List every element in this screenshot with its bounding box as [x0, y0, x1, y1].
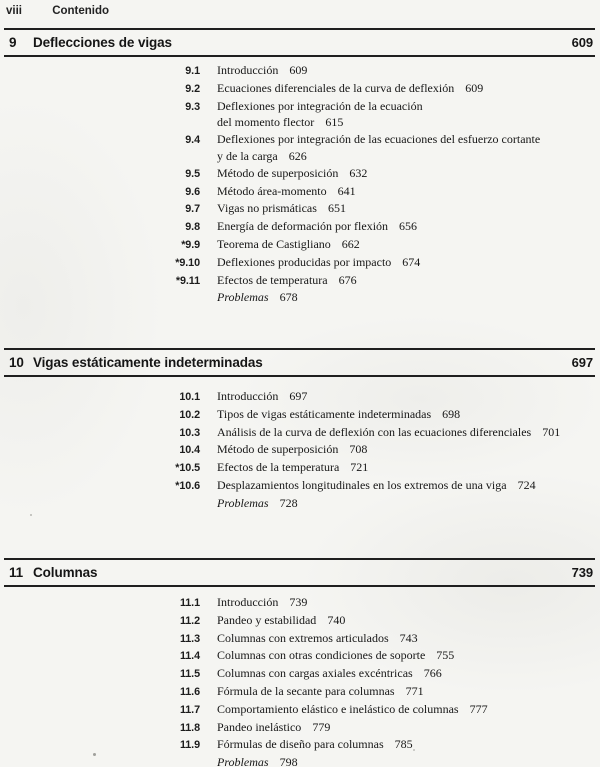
scan-speck — [413, 749, 415, 751]
section-number: 11.9 — [179, 739, 200, 752]
section-body — [217, 665, 600, 682]
section-number: 9.4 — [185, 134, 200, 147]
section-title-line — [217, 441, 600, 458]
section-title-line — [217, 165, 600, 182]
section-body — [217, 424, 600, 441]
chapter-number: 10 — [9, 355, 24, 370]
section-title: Deflexiones por integración de la ecuación — [217, 98, 423, 113]
section-title-line — [217, 665, 600, 682]
section-body — [217, 495, 600, 512]
section-title-line — [217, 98, 600, 115]
running-head: Contenido — [52, 5, 110, 17]
section-body — [217, 683, 600, 700]
toc-section-row — [0, 719, 600, 737]
section-title: Comportamiento elástico e inelástico de columnas — [217, 701, 459, 716]
section-title-line — [217, 630, 600, 647]
chapter-title: Columnas — [33, 565, 98, 580]
section-number: *9.11 — [175, 274, 200, 287]
section-title-line — [217, 612, 600, 629]
section-number: *9.10 — [175, 256, 200, 269]
section-title: Efectos de la temperatura — [217, 460, 340, 475]
section-number: 9.8 — [185, 221, 200, 234]
section-title: Deflexiones por integración de las ecuaciones del esfuerzo cortante — [217, 132, 541, 147]
toc-section-row — [0, 594, 600, 612]
section-number: 9.7 — [185, 203, 200, 216]
section-page-number: 771 — [405, 683, 424, 698]
section-number: 9.2 — [185, 82, 200, 95]
section-body — [217, 647, 600, 664]
section-page-number: 674 — [402, 254, 421, 269]
toc-section-row — [0, 183, 600, 201]
section-page-number: 721 — [350, 460, 369, 475]
section-page-number: 739 — [289, 595, 308, 609]
section-number: 10.1 — [179, 391, 200, 403]
section-page-number: 697 — [289, 389, 308, 403]
section-title: Método de superposición — [217, 165, 339, 180]
toc-section-row — [0, 424, 600, 442]
section-title: Columnas con extremos articulados — [217, 630, 389, 645]
toc-section-row — [0, 477, 600, 495]
chapter-number: 9 — [9, 35, 17, 50]
chapter-heading — [4, 558, 595, 587]
section-number: 11.8 — [179, 721, 200, 734]
section-title-line — [217, 114, 600, 131]
toc-section-row — [0, 630, 600, 648]
section-body — [217, 406, 600, 423]
page-header — [6, 5, 109, 17]
section-title-line — [217, 477, 600, 494]
toc-section-row — [0, 165, 600, 183]
section-page-number: 678 — [279, 290, 298, 305]
section-number: 9.1 — [185, 65, 200, 77]
section-title: Columnas con otras condiciones de soporte — [217, 648, 426, 663]
section-number: *10.6 — [175, 479, 200, 492]
section-page-number: 755 — [436, 648, 455, 663]
section-title: Pandeo inelástico — [217, 719, 302, 734]
section-number: 11.6 — [179, 685, 200, 698]
section-body — [217, 200, 600, 217]
section-title: Ecuaciones diferenciales de la curva de deflexión — [217, 80, 455, 95]
toc-section-row — [0, 683, 600, 701]
section-title: Desplazamientos longitudinales en los extremos de una viga — [217, 477, 507, 492]
section-page-number: 701 — [542, 424, 561, 439]
section-title-line — [217, 495, 600, 512]
toc-section-row — [0, 754, 600, 767]
section-page-number: 724 — [517, 477, 536, 492]
scan-speck — [93, 753, 96, 756]
section-title: Introducción — [217, 389, 279, 403]
section-number: 11.7 — [179, 703, 200, 716]
toc-section-row — [0, 131, 600, 165]
section-title-line — [217, 236, 600, 253]
toc-section-row — [0, 200, 600, 218]
section-body — [217, 459, 600, 476]
toc-section-row — [0, 254, 600, 272]
section-title: Problemas — [217, 495, 269, 510]
section-page-number: 609 — [289, 63, 308, 77]
section-page-number: 641 — [337, 183, 356, 198]
section-number: 10.2 — [179, 408, 200, 421]
chapter-page-number: 697 — [571, 355, 593, 370]
chapter-sections — [0, 62, 600, 306]
section-page-number: 632 — [349, 165, 368, 180]
section-title: Problemas — [217, 290, 269, 305]
section-title: Fórmula de la secante para columnas — [217, 683, 395, 698]
section-title: Efectos de temperatura — [217, 272, 328, 287]
chapter-number: 11 — [9, 565, 24, 580]
section-page-number: 798 — [279, 755, 298, 767]
section-number: *10.5 — [175, 462, 200, 475]
section-title-line — [217, 701, 600, 718]
section-body — [217, 736, 600, 753]
section-body — [217, 594, 600, 611]
section-number: 11.2 — [179, 614, 200, 627]
section-title: del momento flector — [217, 115, 315, 130]
section-title-line — [217, 218, 600, 235]
section-title-line — [217, 594, 600, 611]
section-title-line — [217, 289, 600, 306]
chapter-title: Vigas estáticamente indeterminadas — [33, 355, 263, 370]
toc-section-row — [0, 272, 600, 290]
section-title-line — [217, 424, 600, 441]
toc-section-row — [0, 612, 600, 630]
section-page-number: 708 — [349, 442, 368, 457]
section-page-number: 740 — [327, 612, 346, 627]
section-body — [217, 477, 600, 494]
section-title-line — [217, 719, 600, 736]
section-body — [217, 218, 600, 235]
section-title-line — [217, 683, 600, 700]
toc-section-row — [0, 406, 600, 424]
toc-section-row — [0, 647, 600, 665]
section-title-line — [217, 459, 600, 476]
section-title: Teorema de Castigliano — [217, 236, 331, 251]
chapter-page-number: 739 — [571, 565, 593, 580]
section-number: 9.6 — [185, 185, 200, 198]
section-number: 11.5 — [179, 668, 200, 681]
toc-section-row — [0, 495, 600, 512]
section-page-number: 698 — [442, 406, 461, 421]
section-page-number: 777 — [469, 701, 488, 716]
toc-section-row — [0, 701, 600, 719]
section-page-number: 728 — [279, 495, 298, 510]
section-title-line — [217, 647, 600, 664]
section-title: Problemas — [217, 755, 269, 767]
section-page-number: 651 — [327, 201, 346, 216]
chapter-heading — [4, 28, 595, 57]
section-body — [217, 80, 600, 97]
section-body — [217, 719, 600, 736]
section-title: Pandeo y estabilidad — [217, 612, 317, 627]
section-title: Introducción — [217, 63, 279, 77]
scan-speck — [30, 514, 32, 516]
section-title-line — [217, 406, 600, 423]
section-title: y de la carga — [217, 148, 278, 163]
section-title-line — [217, 272, 600, 289]
chapter-page-number: 609 — [571, 35, 593, 50]
section-page-number: 785 — [394, 737, 413, 752]
toc-section-row — [0, 62, 600, 80]
section-number: 9.5 — [185, 167, 200, 180]
section-title-line — [217, 62, 600, 79]
section-title-line — [217, 183, 600, 200]
section-title: Deflexiones producidas por impacto — [217, 254, 392, 269]
toc-section-row — [0, 459, 600, 477]
section-page-number: 766 — [423, 666, 442, 681]
section-page-number: 779 — [312, 719, 331, 734]
chapter-heading — [4, 348, 595, 377]
toc-section-row — [0, 388, 600, 406]
section-page-number: 676 — [338, 272, 357, 287]
section-title-line — [217, 388, 600, 405]
section-number: 11.1 — [179, 597, 200, 609]
section-title-line — [217, 736, 600, 753]
section-number: 11.4 — [179, 650, 200, 663]
section-body — [217, 701, 600, 718]
section-title-line — [217, 254, 600, 271]
section-title: Vigas no prismáticas — [217, 201, 317, 216]
section-body — [217, 254, 600, 271]
chapter-title: Deflecciones de vigas — [33, 35, 172, 50]
section-title-line — [217, 200, 600, 217]
section-body — [217, 236, 600, 253]
section-title-line — [217, 754, 600, 767]
chapter-sections — [0, 388, 600, 512]
section-number: 10.3 — [179, 426, 200, 439]
toc-section-row — [0, 80, 600, 98]
section-title-line — [217, 80, 600, 97]
section-body — [217, 754, 600, 767]
section-number: 11.3 — [179, 632, 200, 645]
section-body — [217, 388, 600, 405]
section-number: 9.3 — [185, 100, 200, 113]
toc-section-row — [0, 98, 600, 132]
section-title: Columnas con cargas axiales excéntricas — [217, 666, 413, 681]
section-page-number: 626 — [288, 148, 307, 163]
section-body — [217, 612, 600, 629]
section-title: Introducción — [217, 595, 279, 609]
section-body — [217, 272, 600, 289]
section-body — [217, 630, 600, 647]
toc-section-row — [0, 665, 600, 683]
section-title: Tipos de vigas estáticamente indeterminadas — [217, 406, 432, 421]
toc-section-row — [0, 289, 600, 306]
toc-section-row — [0, 218, 600, 236]
section-title: Energía de deformación por flexión — [217, 219, 389, 234]
section-page-number: 656 — [399, 219, 418, 234]
section-page-number: 615 — [325, 115, 344, 130]
section-title: Método de superposición — [217, 442, 339, 457]
section-body — [217, 289, 600, 306]
section-page-number: 662 — [341, 236, 360, 251]
section-body — [217, 441, 600, 458]
section-body — [217, 183, 600, 200]
section-body — [217, 165, 600, 182]
section-title-line — [217, 148, 600, 165]
toc-section-row — [0, 441, 600, 459]
section-title-line — [217, 131, 600, 148]
section-title: Análisis de la curva de deflexión con las ecuaciones diferenciales — [217, 424, 532, 439]
toc-section-row — [0, 736, 600, 754]
section-body — [217, 131, 600, 165]
chapter-sections — [0, 594, 600, 767]
toc-section-row — [0, 236, 600, 254]
section-page-number: 609 — [465, 80, 484, 95]
section-body — [217, 62, 600, 79]
section-title: Método área-momento — [217, 183, 327, 198]
section-body — [217, 98, 600, 132]
section-number: 10.4 — [179, 444, 200, 457]
section-title: Fórmulas de diseño para columnas — [217, 737, 384, 752]
folio-page-number: viii — [6, 5, 22, 17]
section-number: *9.9 — [181, 238, 200, 251]
section-page-number: 743 — [399, 630, 418, 645]
